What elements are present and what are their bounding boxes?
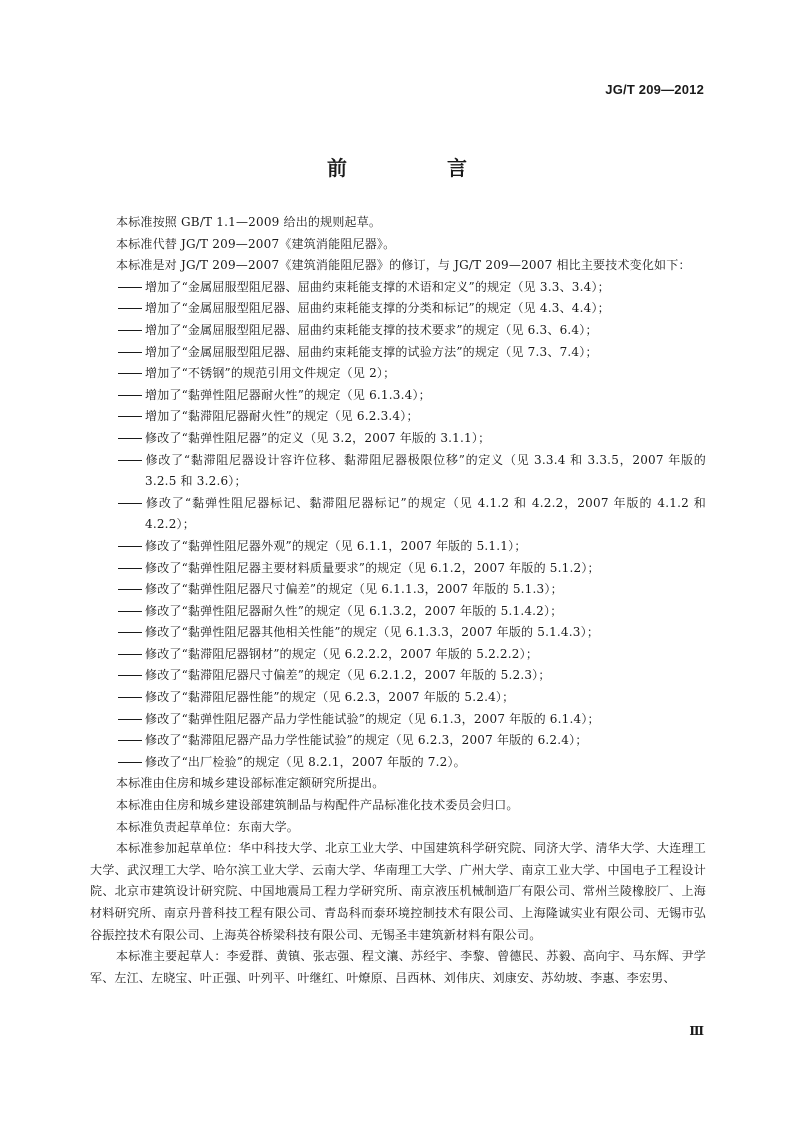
change-text: 修改了“黏滞阻尼器产品力学性能试验”的规定（见 6.2.3，2007 年版的 6.2.4）； (145, 733, 588, 748)
change-item (90, 363, 706, 385)
change-text: 修改了“黏弹性阻尼器标记、黏滞阻尼器标记”的规定（见 4.1.2 和 4.2.2，2007 年版的 4.1.2 和 4.2.2）； (145, 495, 706, 532)
change-item (90, 450, 706, 493)
page-title: 前 言 (327, 156, 507, 180)
dash-marker (90, 493, 145, 515)
change-text: 修改了“出厂检验”的规定（见 8.2.1，2007 年版的 7.2）。 (145, 754, 466, 769)
change-item (90, 622, 706, 644)
change-text: 修改了“黏弹性阻尼器”的定义（见 3.2，2007 年版的 3.1.1）； (145, 430, 491, 445)
change-text: 修改了“黏弹性阻尼器外观”的规定（见 6.1.1，2007 年版的 5.1.1）； (145, 538, 527, 553)
dash-marker (90, 730, 145, 752)
dash-marker (90, 450, 145, 472)
change-item (90, 428, 706, 450)
change-item (90, 298, 706, 320)
intro-paragraph: 本标准是对 JG/T 209—2007《建筑消能阻尼器》的修订，与 JG/T 209—2007 相比主要技术变化如下： (116, 258, 691, 273)
dash-marker (90, 665, 145, 687)
dash-marker (90, 320, 145, 342)
dash-marker (90, 428, 145, 450)
dash-marker (90, 406, 145, 428)
dash-marker (90, 622, 145, 644)
dash-marker (90, 601, 145, 623)
dash-marker (90, 558, 145, 580)
change-item (90, 558, 706, 580)
change-text: 修改了“黏弹性阻尼器尺寸偏差”的规定（见 6.1.1.3，2007 年版的 5.1.3）； (145, 582, 563, 597)
change-text: 增加了“不锈钢”的规范引用文件规定（见 2）； (145, 366, 396, 381)
change-text: 增加了“黏弹性阻尼器耐火性”的规定（见 6.1.3.4）； (145, 387, 431, 402)
intro-paragraph: 本标准代替 JG/T 209—2007《建筑消能阻尼器》。 (116, 236, 396, 251)
change-item (90, 385, 706, 407)
change-text: 增加了“金属屈服型阻尼器、屈曲约束耗能支撑的分类和标记”的规定（见 4.3、4.4）； (145, 301, 610, 316)
change-text: 修改了“黏弹性阻尼器产品力学性能试验”的规定（见 6.1.3，2007 年版的 6.1.4）； (145, 711, 600, 726)
dash-marker (90, 385, 145, 407)
committee-paragraph: 本标准由住房和城乡建设部建筑制品与构配件产品标准化技术委员会归口。 (116, 798, 519, 813)
change-text: 增加了“金属屈服型阻尼器、屈曲约束耗能支撑的试验方法”的规定（见 7.3、7.4）； (145, 344, 598, 359)
dash-marker (90, 752, 145, 774)
lead-drafter-paragraph: 本标准负责起草单位：东南大学。 (116, 819, 300, 834)
change-item (90, 687, 706, 709)
change-item (90, 752, 706, 774)
dash-marker (90, 298, 145, 320)
dash-marker (90, 644, 145, 666)
change-item (90, 730, 706, 752)
document-body (90, 212, 706, 989)
change-text: 修改了“黏弹性阻尼器主要材料质量要求”的规定（见 6.1.2，2007 年版的 5.1.2）； (145, 560, 600, 575)
change-text: 修改了“黏滞阻尼器尺寸偏差”的规定（见 6.2.1.2，2007 年版的 5.2.3）； (145, 668, 551, 683)
change-text: 增加了“金属屈服型阻尼器、屈曲约束耗能支撑的技术要求”的规定（见 6.3、6.4）； (145, 322, 598, 337)
change-item (90, 406, 706, 428)
dash-marker (90, 709, 145, 731)
change-item (90, 493, 706, 536)
dash-marker (90, 363, 145, 385)
dash-marker (90, 342, 145, 364)
change-item (90, 277, 706, 299)
dash-marker (90, 536, 145, 558)
change-item (90, 579, 706, 601)
standard-code: JG/T 209—2012 (605, 82, 704, 97)
dash-marker (90, 277, 145, 299)
change-text: 修改了“黏弹性阻尼器耐久性”的规定（见 6.1.3.2，2007 年版的 5.1.4.2）； (145, 603, 563, 618)
changes-list (90, 277, 706, 774)
participating-units-paragraph: 本标准参加起草单位：华中科技大学、北京工业大学、中国建筑科学研究院、同济大学、清华大学、大连理工大学、武汉理工大学、哈尔滨工业大学、云南大学、华南理工大学、广州大学、南京工业大学、中国电子工程设计院、北京市建筑设计研究院、中国地震局工程力学研究所、南京液压机械制造厂有限公司、常州兰陵橡胶厂、上海材料研究所、南京丹普科技工程有限公司、青岛科而泰环境控制技术有限公司、上海隆诚实业有限公司、无锡市弘谷振控技术有限公司、上海英谷桥梁科技有限公司、无锡圣丰建筑新材料有限公司。 (90, 841, 706, 942)
page-number: Ⅲ (689, 1024, 704, 1038)
change-item (90, 320, 706, 342)
change-text: 增加了“金属屈服型阻尼器、屈曲约束耗能支撑的术语和定义”的规定（见 3.3、3.4）； (145, 279, 610, 294)
change-text: 增加了“黏滞阻尼器耐火性”的规定（见 6.2.3.4）； (145, 409, 419, 424)
change-item (90, 342, 706, 364)
change-item (90, 536, 706, 558)
change-text: 修改了“黏滞阻尼器设计容许位移、黏滞阻尼器极限位移”的定义（见 3.3.4 和 3.3.5，2007 年版的 3.2.5 和 3.2.6）； (145, 452, 706, 489)
proposer-paragraph: 本标准由住房和城乡建设部标准定额研究所提出。 (116, 776, 385, 791)
change-text: 修改了“黏滞阻尼器性能”的规定（见 6.2.3，2007 年版的 5.2.4）； (145, 690, 515, 705)
dash-marker (90, 579, 145, 601)
dash-marker (90, 687, 145, 709)
change-item (90, 709, 706, 731)
change-item (90, 665, 706, 687)
change-text: 修改了“黏弹性阻尼器其他相关性能”的规定（见 6.1.3.3，2007 年版的 5.1.4.3）； (145, 625, 600, 640)
intro-paragraph: 本标准按照 GB/T 1.1—2009 给出的规则起草。 (116, 215, 382, 229)
main-drafters-paragraph: 本标准主要起草人：李爱群、黄镇、张志强、程文瀼、苏经宇、李黎、曾德民、苏毅、高向宇、马东辉、尹学军、左江、左晓宝、叶正强、叶列平、叶继红、叶燎原、吕西林、刘伟庆、刘康安、苏幼坡、李惠、李宏男、 (90, 949, 706, 985)
change-text: 修改了“黏滞阻尼器钢材”的规定（见 6.2.2.2，2007 年版的 5.2.2.2）； (145, 646, 539, 661)
change-item (90, 601, 706, 623)
change-item (90, 644, 706, 666)
